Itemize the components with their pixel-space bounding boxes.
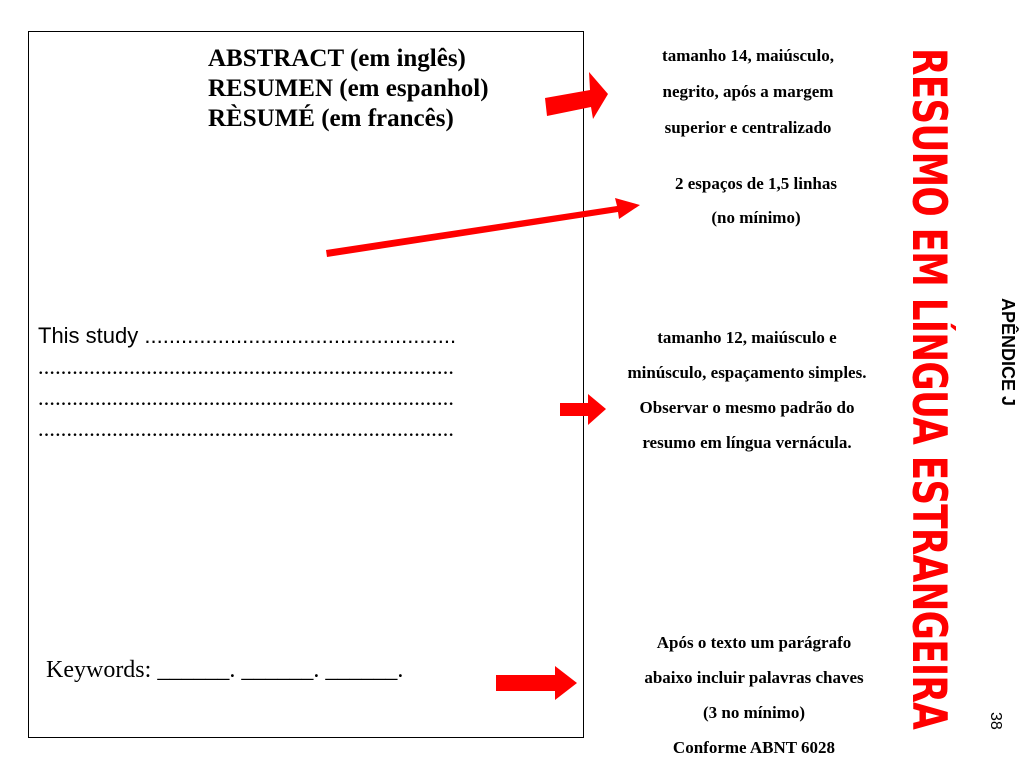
title-resumen: RESUMEN (em espanhol) — [208, 75, 489, 102]
note-line: (no mínimo) — [711, 208, 801, 227]
body-dot-line: ......................................................................... — [38, 385, 455, 410]
note-line: tamanho 12, maiúsculo e — [657, 328, 837, 347]
note-line: minúsculo, espaçamento simples. — [627, 363, 867, 382]
arrow-right-icon — [545, 72, 608, 119]
note-line: (3 no mínimo) — [703, 703, 805, 722]
note-line: abaixo incluir palavras chaves — [644, 668, 864, 687]
keywords-line: Keywords: ______. ______. ______. — [46, 657, 404, 683]
appendix-label: APÊNDICE J — [998, 298, 1018, 407]
note-line: Conforme ABNT 6028 — [672, 738, 836, 757]
note-line: Após o texto um parágrafo — [656, 633, 852, 652]
arrow-right-icon — [326, 198, 640, 257]
body-dot-line: ......................................................................... — [38, 416, 455, 441]
vertical-title-text: RESUMO EM LÍNGUA ESTRANGEIRA — [901, 48, 956, 730]
note-line: tamanho 14, maiúsculo, — [662, 46, 834, 65]
arrow-right-icon — [496, 666, 577, 700]
note-line: Observar o mesmo padrão do — [639, 398, 855, 417]
vertical-section-title — [901, 48, 956, 768]
note-line: negrito, após a margem — [662, 82, 834, 101]
note-line: resumo em língua vernácula. — [642, 433, 852, 452]
note-line: 2 espaços de 1,5 linhas — [675, 174, 837, 193]
body-dot-line: ......................................................................... — [38, 354, 455, 379]
body-first-line: This study ................................................... — [38, 323, 457, 348]
page-number: 38 — [987, 712, 1004, 730]
title-abstract: ABSTRACT (em inglês) — [208, 45, 466, 72]
title-resume: RÈSUMÉ (em francês) — [208, 105, 454, 132]
arrow-right-icon — [560, 394, 606, 425]
note-line: superior e centralizado — [664, 118, 832, 137]
